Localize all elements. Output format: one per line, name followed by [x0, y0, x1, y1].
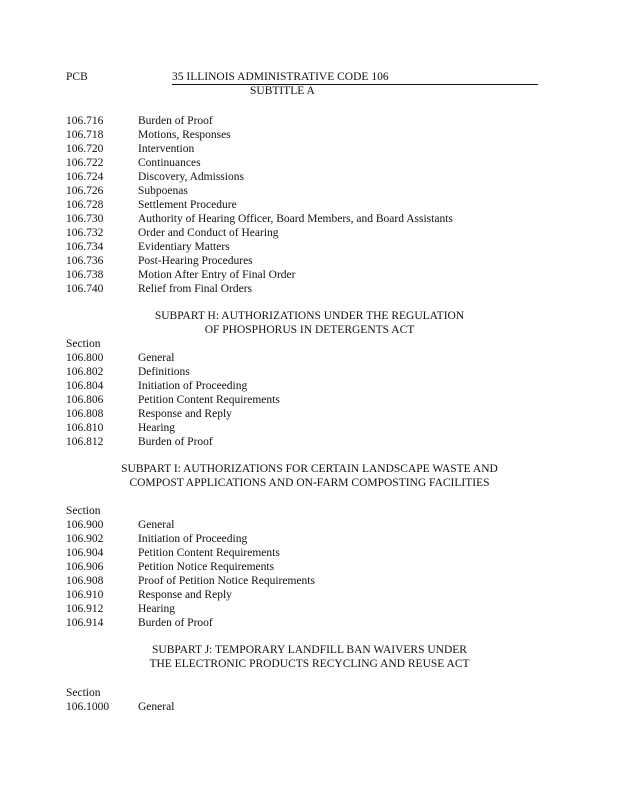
section-title: Evidentiary Matters: [138, 241, 230, 253]
section-title: General: [138, 352, 175, 364]
list-item: [66, 198, 237, 212]
section-number: 106.730: [66, 213, 104, 225]
section-number: 106.804: [66, 380, 104, 392]
subpart-h-section-label: Section: [66, 338, 101, 350]
list-item: [66, 268, 295, 282]
list-item: [66, 365, 190, 379]
section-title: Burden of Proof: [138, 617, 213, 629]
header-subtitle: SUBTITLE A: [250, 85, 315, 97]
section-number: 106.800: [66, 352, 104, 364]
section-title: Response and Reply: [138, 589, 232, 601]
section-title: Proof of Petition Notice Requirements: [138, 575, 315, 587]
section-number: 106.736: [66, 255, 104, 267]
section-number: 106.718: [66, 129, 104, 141]
subpart-j-section-label: Section: [66, 687, 101, 699]
section-number: 106.910: [66, 589, 104, 601]
list-item: [66, 351, 174, 365]
section-title: Hearing: [138, 422, 176, 434]
section-number: 106.908: [66, 575, 104, 587]
section-title: Authority of Hearing Officer, Board Members, and Board Assistants: [138, 213, 453, 225]
section-title: Motion After Entry of Final Order: [138, 269, 296, 281]
list-item: [66, 142, 194, 156]
section-number: 106.740: [66, 283, 104, 295]
section-title: Post-Hearing Procedures: [138, 255, 253, 267]
subpart-j-heading-line2: THE ELECTRONIC PRODUCTS RECYCLING AND REUSE ACT: [149, 658, 470, 670]
section-number: 106.722: [66, 157, 104, 169]
section-title: Petition Notice Requirements: [138, 561, 275, 573]
section-title: Intervention: [138, 143, 195, 155]
section-title: Petition Content Requirements: [138, 394, 280, 406]
section-title: Burden of Proof: [138, 115, 213, 127]
list-item: [66, 156, 201, 170]
section-number: 106.1000: [66, 701, 110, 713]
section-title: Initiation of Proceeding: [138, 533, 248, 545]
section-number: 106.726: [66, 185, 104, 197]
list-item: [66, 574, 315, 588]
section-title: General: [138, 519, 175, 531]
section-number: 106.904: [66, 547, 104, 559]
section-number: 106.808: [66, 408, 104, 420]
section-title: Motions, Responses: [138, 129, 231, 141]
list-item: [66, 282, 252, 296]
section-title: Hearing: [138, 603, 176, 615]
section-title: Settlement Procedure: [138, 199, 237, 211]
section-title: Petition Content Requirements: [138, 547, 280, 559]
list-item: [66, 393, 280, 407]
list-item: [66, 421, 175, 435]
section-number: 106.906: [66, 561, 104, 573]
section-number: 106.812: [66, 436, 104, 448]
section-number: 106.914: [66, 617, 104, 629]
section-title: Order and Conduct of Hearing: [138, 227, 279, 239]
header-agency: PCB: [66, 71, 88, 83]
list-item: [66, 184, 188, 198]
section-number: 106.912: [66, 603, 104, 615]
section-title: Relief from Final Orders: [138, 283, 253, 295]
section-title: Definitions: [138, 366, 190, 378]
header-title: 35 ILLINOIS ADMINISTRATIVE CODE 106: [172, 70, 538, 85]
list-item: [66, 700, 174, 714]
list-item: [66, 588, 232, 602]
list-item: [66, 254, 253, 268]
subpart-i-section-label: Section: [66, 505, 101, 517]
section-number: 106.810: [66, 422, 104, 434]
list-item: [66, 407, 232, 421]
list-item: [66, 546, 280, 560]
section-title: Burden of Proof: [138, 436, 213, 448]
section-number: 106.724: [66, 171, 104, 183]
section-title: General: [138, 701, 175, 713]
list-item: [66, 170, 244, 184]
list-item: [66, 518, 174, 532]
section-title: Continuances: [138, 157, 201, 169]
list-item: [66, 435, 213, 449]
section-number: 106.728: [66, 199, 104, 211]
section-number: 106.734: [66, 241, 104, 253]
section-title: Response and Reply: [138, 408, 232, 420]
subpart-h-heading-line1: SUBPART H: AUTHORIZATIONS UNDER THE REGULATION: [154, 310, 465, 322]
subpart-i-heading-line2: COMPOST APPLICATIONS AND ON-FARM COMPOSTING FACILITIES: [129, 477, 490, 489]
list-item: [66, 602, 175, 616]
section-number: 106.720: [66, 143, 104, 155]
subpart-i-heading-line1: SUBPART I: AUTHORIZATIONS FOR CERTAIN LANDSCAPE WASTE AND: [121, 463, 498, 475]
list-item: [66, 212, 453, 226]
section-number: 106.902: [66, 533, 104, 545]
list-item: [66, 240, 230, 254]
subpart-h-heading-line2: OF PHOSPHORUS IN DETERGENTS ACT: [204, 324, 415, 336]
section-number: 106.802: [66, 366, 104, 378]
section-title: Subpoenas: [138, 185, 188, 197]
list-item: [66, 532, 247, 546]
section-title: Discovery, Admissions: [138, 171, 244, 183]
section-title: Initiation of Proceeding: [138, 380, 248, 392]
list-item: [66, 128, 231, 142]
section-number: 106.806: [66, 394, 104, 406]
list-item: [66, 226, 279, 240]
section-number: 106.716: [66, 115, 104, 127]
section-number: 106.732: [66, 227, 104, 239]
subpart-j-heading-line1: SUBPART J: TEMPORARY LANDFILL BAN WAIVERS UNDER: [152, 644, 467, 656]
list-item: [66, 114, 213, 128]
section-number: 106.900: [66, 519, 104, 531]
list-item: [66, 616, 213, 630]
list-item: [66, 560, 274, 574]
list-item: [66, 379, 247, 393]
section-number: 106.738: [66, 269, 104, 281]
